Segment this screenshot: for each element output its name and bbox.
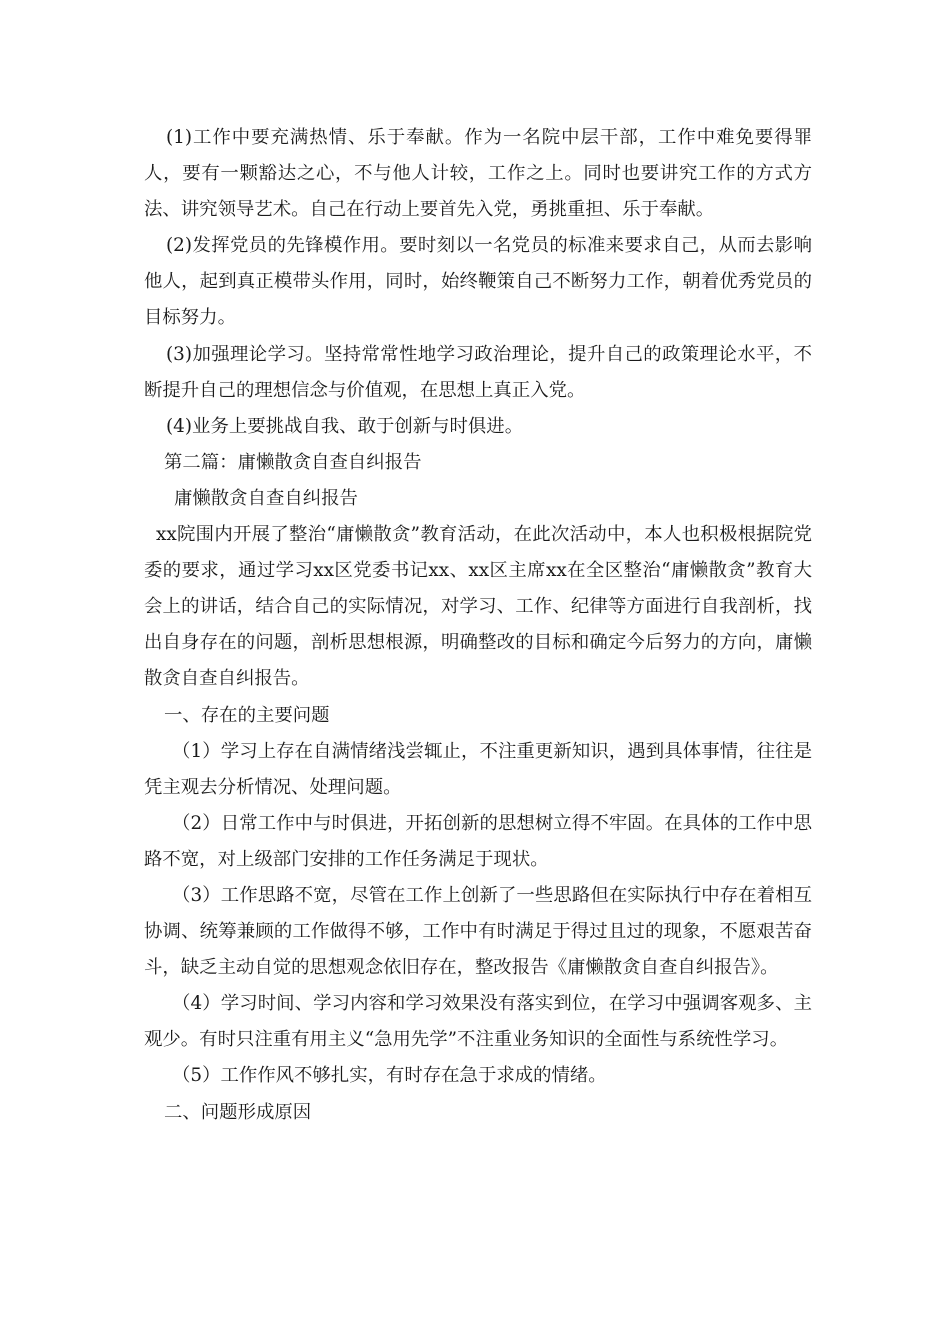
document-body xyxy=(144,120,812,1131)
problem-item-2: （2）日常工作中与时俱进，开拓创新的思想树立得不牢固。在具体的工作中思路不宽，对上级部门安排的工作任务满足于现状。 xyxy=(144,812,812,870)
problem-item-1: （1）学习上存在自满情绪浅尝辄止，不注重更新知识，遇到具体事情，往往是凭主观去分析情况、处理问题。 xyxy=(144,740,812,798)
problem-item-3: （3）工作思路不宽，尽管在工作上创新了一些思路但在实际执行中存在着相互协调、统筹兼顾的工作做得不够，工作中有时满足于得过且过的现象，不愿艰苦奋斗，缺乏主动自觉的思想观念依旧存在，整改报告《庸懒散贪自查自纠报告》。 xyxy=(144,884,812,979)
paragraph-item-1: (1)工作中要充满热情、乐于奉献。作为一名院中层干部，工作中难免要得罪人，要有一颗豁达之心，不与他人计较，工作之上。同时也要讲究工作的方式方法、讲究领导艺术。自己在行动上要首先入党，勇挑重担、乐于奉献。 xyxy=(144,127,812,221)
paragraph-item-2: (2)发挥党员的先锋模作用。要时刻以一名党员的标准来要求自己，从而去影响他人，起到真正模带头作用，同时，始终鞭策自己不断努力工作，朝着优秀党员的目标努力。 xyxy=(144,235,812,329)
report-title: 庸懒散贪自查自纠报告 xyxy=(174,487,358,509)
problem-item-4: （4）学习时间、学习内容和学习效果没有落实到位，在学习中强调客观多、主观少。有时只注重有用主义“急用先学”不注重业务知识的全面性与系统性学习。 xyxy=(144,993,812,1051)
chapter-heading: 第二篇：庸懒散贪自查自纠报告 xyxy=(164,451,422,473)
paragraph-item-4: (4)业务上要挑战自我、敢于创新与时俱进。 xyxy=(166,415,524,437)
problem-item-5: （5）工作作风不够扎实，有时存在急于求成的情绪。 xyxy=(172,1065,607,1087)
intro-paragraph: xx院围内开展了整治“庸懒散贪”教育活动，在此次活动中，本人也积极根据院党委的要求，通过学习xx区党委书记xx、xx区主席xx在全区整治“庸懒散贪”教育大会上的讲话，结合自己的实际情况，对学习、工作、纪律等方面进行自我剖析，找出自身存在的问题，剖析思想根源，明确整改的目标和确定今后努力的方向，庸懒散贪自查自纠报告。 xyxy=(144,524,812,690)
section-heading-problems: 一、存在的主要问题 xyxy=(164,704,330,726)
section-heading-causes: 二、问题形成原因 xyxy=(164,1101,312,1123)
paragraph-item-3: (3)加强理论学习。坚持常常性地学习政治理论，提升自己的政策理论水平，不断提升自己的理想信念与价值观，在思想上真正入党。 xyxy=(144,343,812,401)
